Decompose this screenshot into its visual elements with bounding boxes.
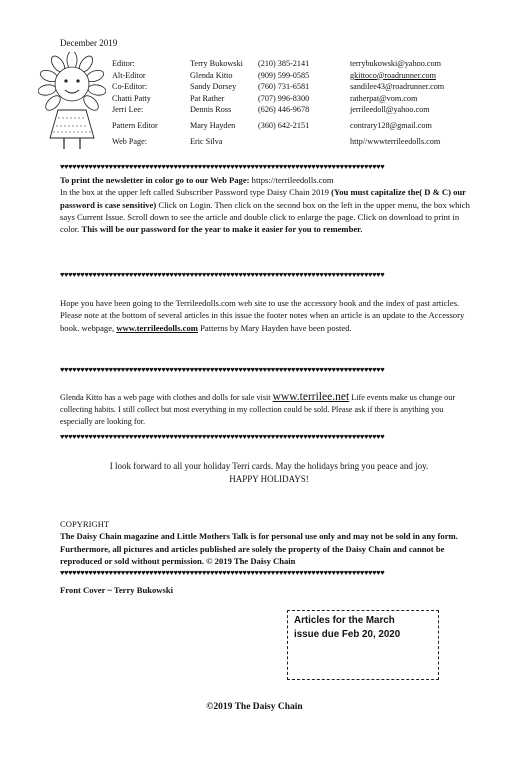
password-text: In the box at the upper left called Subscriber Password type Daisy Chain 2019: [60, 187, 332, 198]
staff-row-alt-editor: [112, 70, 502, 82]
staff-role: Pattern Editor: [112, 120, 158, 130]
staff-name: Sandy Dorsey: [190, 82, 237, 92]
staff-email[interactable]: sandilee43@roadrunner.com: [350, 82, 445, 92]
staff-phone: (626) 446-9678: [258, 105, 310, 115]
staff-name: Mary Hayden: [190, 120, 236, 130]
staff-name: Dennis Ross: [190, 105, 232, 115]
print-instructions: [60, 174, 478, 235]
staff-name: Glenda Kitto: [190, 70, 233, 80]
deadline-line-1: Articles for the March: [294, 615, 395, 626]
heart-divider: ♥♥♥♥♥♥♥♥♥♥♥♥♥♥♥♥♥♥♥♥♥♥♥♥♥♥♥♥♥♥♥♥♥♥♥♥♥♥♥♥♥♥♥♥♥♥♥♥♥♥♥♥♥♥♥♥♥♥♥♥♥♥♥♥♥♥♥♥♥♥♥♥♥♥♥♥♥♥♥♥: [60, 366, 385, 374]
website-paragraph: [60, 297, 478, 334]
staff-email[interactable]: terrybukowski@yahoo.com: [350, 59, 441, 68]
staff-phone: (909) 599-0585: [258, 70, 310, 80]
website-text: Hope you have been going to the Terrileedolls.com web site to use the accessory book and the index of past articles. Please note at the bottom of several articles in this issue the footer notes when an article is an update to the Accessory book. webpage,: [60, 298, 465, 333]
staff-phone: (360) 642-2151: [258, 120, 310, 130]
glenda-text: Glenda Kitto has a web page with clothes and dolls for sale visit: [60, 393, 273, 402]
staff-row-editor: [112, 58, 502, 70]
staff-email[interactable]: contrary128@gmail.com: [350, 120, 432, 130]
deadline-line-2: issue due Feb 20, 2020: [294, 629, 401, 640]
staff-row-chatti-patty: [112, 93, 502, 105]
staff-phone: (210) 385-2141: [258, 59, 310, 68]
case-sensitive-note: (You must capitalize the( D & C) our password is case sensitive): [60, 187, 466, 210]
staff-role: Editor:: [112, 59, 135, 68]
password-reminder: This will be our password for the year to make it easier for you to remember.: [81, 224, 363, 235]
heart-divider: ♥♥♥♥♥♥♥♥♥♥♥♥♥♥♥♥♥♥♥♥♥♥♥♥♥♥♥♥♥♥♥♥♥♥♥♥♥♥♥♥♥♥♥♥♥♥♥♥♥♥♥♥♥♥♥♥♥♥♥♥♥♥♥♥♥♥♥♥♥♥♥♥♥♥♥♥♥♥♥♥: [60, 569, 385, 577]
staff-row-web-page: [112, 136, 502, 148]
heart-divider: ♥♥♥♥♥♥♥♥♥♥♥♥♥♥♥♥♥♥♥♥♥♥♥♥♥♥♥♥♥♥♥♥♥♥♥♥♥♥♥♥♥♥♥♥♥♥♥♥♥♥♥♥♥♥♥♥♥♥♥♥♥♥♥♥♥♥♥♥♥♥♥♥♥♥♥♥♥♥♥♥: [60, 163, 385, 171]
happy-holidays: HAPPY HOLIDAYS!: [229, 473, 309, 484]
staff-phone: (760) 731-6581: [258, 82, 310, 92]
staff-email[interactable]: gkittoco@roadrunner.com: [350, 70, 436, 80]
copyright-section: [60, 518, 478, 567]
copyright-text: The Daisy Chain magazine and Little Mothers Talk is for personal use only and may not be sold in any form. Furthermore, all pictures and articles published are solely the property of the Daisy Chain and cannot be reproduced or sold without permission. © 2019 The Daisy Chain: [60, 531, 458, 566]
staff-role: Web Page:: [112, 136, 148, 146]
staff-email[interactable]: jerrileedoll@yahoo.com: [350, 105, 430, 115]
login-steps: Click on Login. Then click on the second box on the left in the upper menu, the box which says Current Issue. Scroll down to see the article and double click to enlarge the page. Click on download to print in color.: [60, 199, 470, 235]
staff-name: Eric Silva: [190, 136, 223, 146]
staff-email[interactable]: ratherpat@vom.com: [350, 93, 418, 103]
site-link[interactable]: https://terrileedolls.com: [249, 175, 334, 185]
staff-role: Alt-Editor: [112, 70, 146, 80]
holiday-line: I look forward to all your holiday Terri cards. May the holidays bring you peace and joy.: [109, 461, 429, 471]
holiday-greeting: [60, 460, 478, 485]
print-intro: To print the newsletter in color go to our Web Page:: [60, 175, 250, 185]
heart-divider: ♥♥♥♥♥♥♥♥♥♥♥♥♥♥♥♥♥♥♥♥♥♥♥♥♥♥♥♥♥♥♥♥♥♥♥♥♥♥♥♥♥♥♥♥♥♥♥♥♥♥♥♥♥♥♥♥♥♥♥♥♥♥♥♥♥♥♥♥♥♥♥♥♥♥♥♥♥♥♥♥: [60, 271, 385, 279]
articles-deadline-box: [287, 610, 439, 680]
heart-divider: ♥♥♥♥♥♥♥♥♥♥♥♥♥♥♥♥♥♥♥♥♥♥♥♥♥♥♥♥♥♥♥♥♥♥♥♥♥♥♥♥♥♥♥♥♥♥♥♥♥♥♥♥♥♥♥♥♥♥♥♥♥♥♥♥♥♥♥♥♥♥♥♥♥♥♥♥♥♥♥♥: [60, 433, 385, 441]
front-cover-credit: Front Cover ~ Terry Bukowski: [60, 585, 174, 595]
staff-role: Jerri Lee:: [112, 105, 144, 115]
patterns-note: Patterns by Mary Hayden have been posted.: [197, 322, 352, 333]
staff-row-jerri-lee: [112, 104, 502, 116]
collecting-text: Life events make us change our collecting habits. I still collect but most everything in my collection could be sold. Please ask if there is anything you especially are looking for.: [60, 393, 456, 426]
copyright-heading: COPYRIGHT: [60, 519, 110, 529]
terrilee-net-link[interactable]: www.terrilee.net: [272, 391, 350, 403]
web-page-link[interactable]: http//wwwterrileedolls.com: [350, 136, 441, 146]
staff-role: Co-Editor:: [112, 82, 148, 92]
daisy-doll-logo: [38, 52, 106, 152]
staff-phone: (707) 996-8300: [258, 93, 310, 103]
staff-row-co-editor: [112, 81, 502, 93]
terrileedolls-link[interactable]: www.terrileedolls.com: [116, 322, 198, 333]
page-footer: ©2019 The Daisy Chain: [206, 702, 303, 712]
glenda-paragraph: [60, 392, 478, 427]
staff-name: Terry Bukowski: [190, 59, 243, 68]
staff-name: Pat Rather: [190, 93, 225, 103]
staff-row-pattern-editor: [112, 120, 502, 132]
staff-role: Chatti Patty: [112, 93, 151, 103]
issue-date: December 2019: [60, 38, 118, 48]
staff-directory: [112, 58, 502, 147]
